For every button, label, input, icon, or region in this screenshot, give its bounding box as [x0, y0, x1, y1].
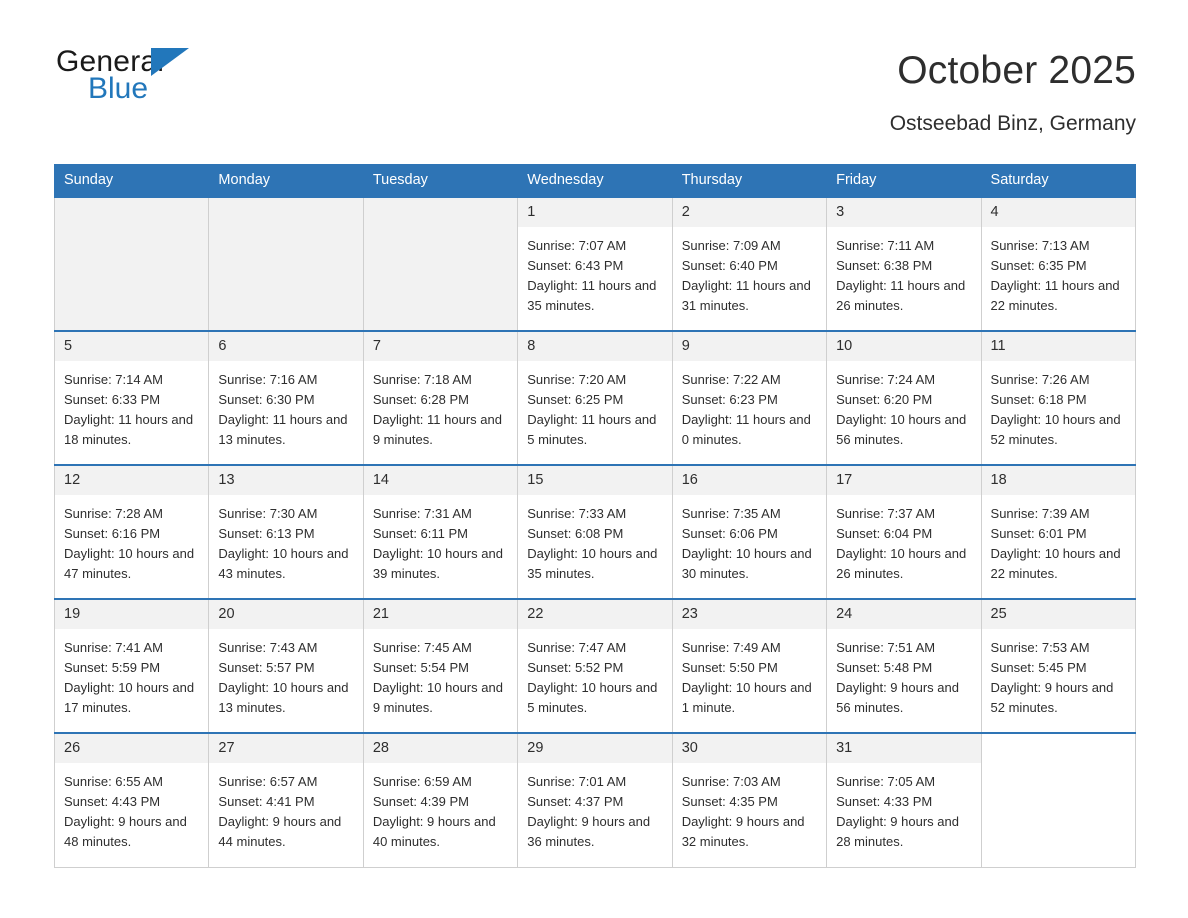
sunset-text: Sunset: 4:41 PM — [218, 794, 315, 809]
sunrise-text: Sunrise: 7:05 AM — [836, 774, 936, 789]
calendar-cell-day-11 — [981, 331, 1135, 465]
sunset-text: Sunset: 6:11 PM — [372, 526, 468, 541]
sunrise-text: Sunrise: 7:43 AM — [218, 640, 318, 655]
day-number: 15 — [518, 466, 671, 495]
calendar-cell-day-1 — [518, 197, 672, 331]
sunset-text: Sunset: 5:45 PM — [990, 660, 1087, 675]
daylight-text: Daylight: 11 hours and 0 minutes. — [681, 412, 811, 447]
calendar-week-row — [55, 733, 1136, 867]
sunset-text: Sunset: 6:08 PM — [527, 526, 624, 541]
day-number: 14 — [364, 466, 517, 495]
day-number: 9 — [673, 332, 826, 361]
sunset-text: Sunset: 6:28 PM — [372, 392, 469, 407]
day-sun-info — [209, 629, 362, 718]
sunrise-text: Sunrise: 7:39 AM — [990, 506, 1090, 521]
day-sun-info — [982, 495, 1135, 584]
sunrise-text: Sunrise: 7:03 AM — [681, 774, 781, 789]
day-number-placeholder — [209, 198, 362, 227]
sunset-text: Sunset: 5:50 PM — [681, 660, 778, 675]
daylight-text: Daylight: 11 hours and 9 minutes. — [372, 412, 502, 447]
sunrise-text: Sunrise: 6:59 AM — [372, 774, 472, 789]
day-number: 4 — [982, 198, 1135, 227]
sunset-text: Sunset: 6:35 PM — [990, 258, 1087, 273]
sunrise-text: Sunrise: 7:53 AM — [990, 640, 1090, 655]
weekday-header-wednesday: Wednesday — [518, 165, 672, 198]
logo-text-blue: Blue — [88, 72, 149, 105]
sunrise-text: Sunrise: 7:07 AM — [527, 238, 627, 253]
sunset-text: Sunset: 6:13 PM — [218, 526, 315, 541]
daylight-text: Daylight: 10 hours and 35 minutes. — [527, 546, 658, 581]
day-number: 8 — [518, 332, 671, 361]
sunrise-text: Sunrise: 7:26 AM — [990, 372, 1090, 387]
logo-text-general: General — [56, 45, 165, 78]
sunrise-text: Sunrise: 6:55 AM — [64, 774, 163, 789]
page-header — [0, 0, 1188, 136]
day-number: 5 — [55, 332, 208, 361]
weekday-header-tuesday: Tuesday — [363, 165, 517, 198]
day-number: 28 — [364, 734, 517, 763]
daylight-text: Daylight: 10 hours and 5 minutes. — [527, 680, 658, 715]
daylight-text: Daylight: 10 hours and 52 minutes. — [990, 412, 1121, 447]
day-sun-info — [827, 361, 980, 450]
calendar-cell-day-13 — [209, 465, 363, 599]
day-number: 1 — [518, 198, 671, 227]
location-subtitle: Ostseebad Binz, Germany — [889, 112, 1136, 135]
day-sun-info — [518, 763, 671, 852]
day-sun-info — [209, 763, 362, 852]
calendar-cell-day-21 — [363, 599, 517, 733]
sunrise-text: Sunrise: 7:37 AM — [836, 506, 936, 521]
daylight-text: Daylight: 9 hours and 32 minutes. — [681, 814, 805, 849]
day-sun-info — [55, 629, 208, 718]
title-block — [890, 46, 1136, 136]
day-sun-info — [673, 495, 826, 584]
calendar-cell-day-15 — [518, 465, 672, 599]
calendar-cell-empty — [209, 197, 363, 331]
sunrise-text: Sunrise: 7:13 AM — [990, 238, 1090, 253]
day-number: 25 — [982, 600, 1135, 629]
daylight-text: Daylight: 10 hours and 56 minutes. — [836, 412, 967, 447]
day-sun-info — [673, 763, 826, 852]
day-number: 19 — [55, 600, 208, 629]
sunset-text: Sunset: 5:59 PM — [64, 660, 161, 675]
sunset-text: Sunset: 6:23 PM — [681, 392, 778, 407]
sunrise-text: Sunrise: 7:14 AM — [64, 372, 163, 387]
day-number-placeholder — [55, 198, 208, 227]
calendar-cell-day-29 — [518, 733, 672, 867]
daylight-text: Daylight: 10 hours and 47 minutes. — [64, 546, 195, 581]
calendar-cell-empty — [363, 197, 517, 331]
day-sun-info — [673, 629, 826, 718]
day-sun-info — [982, 629, 1135, 718]
sunset-text: Sunset: 5:54 PM — [372, 660, 469, 675]
day-sun-info — [518, 227, 671, 316]
calendar-cell-day-2 — [672, 197, 826, 331]
calendar-cell-day-12 — [55, 465, 209, 599]
calendar-cell-day-10 — [827, 331, 981, 465]
day-sun-info — [827, 227, 980, 316]
sunrise-text: Sunrise: 7:22 AM — [681, 372, 781, 387]
day-number: 22 — [518, 600, 671, 629]
calendar-cell-day-5 — [55, 331, 209, 465]
calendar-cell-day-4 — [981, 197, 1135, 331]
weekday-header-row — [55, 165, 1136, 198]
day-number: 29 — [518, 734, 671, 763]
daylight-text: Daylight: 10 hours and 39 minutes. — [372, 546, 503, 581]
sunset-text: Sunset: 6:20 PM — [836, 392, 933, 407]
daylight-text: Daylight: 11 hours and 31 minutes. — [681, 278, 811, 313]
daylight-text: Daylight: 11 hours and 22 minutes. — [990, 278, 1120, 313]
calendar-cell-day-19 — [55, 599, 209, 733]
sunset-text: Sunset: 5:57 PM — [218, 660, 315, 675]
sunrise-text: Sunrise: 7:09 AM — [681, 238, 781, 253]
sunset-text: Sunset: 6:33 PM — [64, 392, 161, 407]
day-number: 26 — [55, 734, 208, 763]
day-number: 27 — [209, 734, 362, 763]
sunset-text: Sunset: 4:39 PM — [372, 794, 469, 809]
sunset-text: Sunset: 6:30 PM — [218, 392, 315, 407]
weekday-header-friday: Friday — [827, 165, 981, 198]
sunrise-text: Sunrise: 7:41 AM — [64, 640, 163, 655]
sunset-text: Sunset: 6:38 PM — [836, 258, 933, 273]
calendar-cell-day-28 — [363, 733, 517, 867]
calendar-cell-day-20 — [209, 599, 363, 733]
sunrise-text: Sunrise: 7:01 AM — [527, 774, 627, 789]
day-sun-info — [55, 361, 208, 450]
sunrise-text: Sunrise: 7:20 AM — [527, 372, 627, 387]
day-sun-info — [827, 495, 980, 584]
sunset-text: Sunset: 6:40 PM — [681, 258, 778, 273]
calendar-week-row — [55, 197, 1136, 331]
weekday-header-sunday: Sunday — [55, 165, 209, 198]
sunset-text: Sunset: 4:43 PM — [64, 794, 161, 809]
page-title: October 2025 — [897, 49, 1136, 92]
daylight-text: Daylight: 11 hours and 5 minutes. — [527, 412, 657, 447]
day-number-placeholder — [364, 198, 517, 227]
day-sun-info — [982, 227, 1135, 316]
daylight-text: Daylight: 11 hours and 18 minutes. — [64, 412, 194, 447]
calendar-cell-day-7 — [363, 331, 517, 465]
calendar-week-row — [55, 465, 1136, 599]
sunrise-text: Sunrise: 7:31 AM — [372, 506, 472, 521]
day-sun-info — [364, 629, 517, 718]
day-sun-info — [209, 361, 362, 450]
day-sun-info — [364, 361, 517, 450]
day-number: 30 — [673, 734, 826, 763]
day-number: 10 — [827, 332, 980, 361]
daylight-text: Daylight: 9 hours and 40 minutes. — [372, 814, 496, 849]
daylight-text: Daylight: 10 hours and 13 minutes. — [218, 680, 349, 715]
sunset-text: Sunset: 5:52 PM — [527, 660, 624, 675]
day-sun-info — [827, 629, 980, 718]
daylight-text: Daylight: 10 hours and 9 minutes. — [372, 680, 503, 715]
daylight-text: Daylight: 10 hours and 22 minutes. — [990, 546, 1121, 581]
day-sun-info — [673, 227, 826, 316]
day-number: 24 — [827, 600, 980, 629]
daylight-text: Daylight: 9 hours and 44 minutes. — [218, 814, 342, 849]
day-number: 21 — [364, 600, 517, 629]
daylight-text: Daylight: 9 hours and 52 minutes. — [990, 680, 1114, 715]
sunrise-text: Sunrise: 7:28 AM — [64, 506, 163, 521]
calendar-cell-day-17 — [827, 465, 981, 599]
calendar-cell-day-6 — [209, 331, 363, 465]
day-sun-info — [982, 361, 1135, 450]
sunrise-text: Sunrise: 7:33 AM — [527, 506, 627, 521]
day-sun-info — [364, 763, 517, 852]
weekday-header-saturday: Saturday — [981, 165, 1135, 198]
daylight-text: Daylight: 11 hours and 26 minutes. — [836, 278, 966, 313]
calendar-cell-day-27 — [209, 733, 363, 867]
day-number: 7 — [364, 332, 517, 361]
calendar-body — [55, 197, 1136, 867]
calendar-cell-day-31 — [827, 733, 981, 867]
day-sun-info — [673, 361, 826, 450]
calendar-cell-day-30 — [672, 733, 826, 867]
daylight-text: Daylight: 9 hours and 48 minutes. — [64, 814, 187, 849]
day-number: 18 — [982, 466, 1135, 495]
calendar-week-row — [55, 331, 1136, 465]
calendar-cell-day-16 — [672, 465, 826, 599]
day-number: 13 — [209, 466, 362, 495]
daylight-text: Daylight: 10 hours and 26 minutes. — [836, 546, 967, 581]
day-number: 6 — [209, 332, 362, 361]
day-number: 17 — [827, 466, 980, 495]
day-number: 2 — [673, 198, 826, 227]
sunset-text: Sunset: 6:06 PM — [681, 526, 778, 541]
day-number: 20 — [209, 600, 362, 629]
day-sun-info — [55, 495, 208, 584]
daylight-text: Daylight: 10 hours and 17 minutes. — [64, 680, 195, 715]
sunset-text: Sunset: 4:37 PM — [527, 794, 624, 809]
day-sun-info — [55, 763, 208, 852]
sunset-text: Sunset: 6:18 PM — [990, 392, 1087, 407]
sunrise-text: Sunrise: 7:47 AM — [527, 640, 627, 655]
daylight-text: Daylight: 9 hours and 36 minutes. — [527, 814, 651, 849]
daylight-text: Daylight: 10 hours and 43 minutes. — [218, 546, 349, 581]
day-sun-info — [518, 495, 671, 584]
day-number: 31 — [827, 734, 980, 763]
day-sun-info — [518, 361, 671, 450]
daylight-text: Daylight: 10 hours and 1 minute. — [681, 680, 812, 715]
sunrise-text: Sunrise: 7:35 AM — [681, 506, 781, 521]
calendar-cell-day-26 — [55, 733, 209, 867]
day-number-placeholder — [982, 734, 1135, 763]
calendar-cell-day-23 — [672, 599, 826, 733]
calendar-cell-day-9 — [672, 331, 826, 465]
calendar-cell-day-18 — [981, 465, 1135, 599]
day-sun-info — [827, 763, 980, 852]
sunrise-text: Sunrise: 7:49 AM — [681, 640, 781, 655]
calendar-cell-day-24 — [827, 599, 981, 733]
sunrise-text: Sunrise: 7:24 AM — [836, 372, 936, 387]
sunrise-text: Sunrise: 7:45 AM — [372, 640, 472, 655]
daylight-text: Daylight: 11 hours and 35 minutes. — [527, 278, 657, 313]
flag-icon — [151, 48, 189, 76]
sunset-text: Sunset: 6:43 PM — [527, 258, 624, 273]
calendar-cell-day-8 — [518, 331, 672, 465]
calendar-cell-day-14 — [363, 465, 517, 599]
weekday-header-thursday: Thursday — [672, 165, 826, 198]
calendar-cell-day-22 — [518, 599, 672, 733]
sunset-text: Sunset: 4:35 PM — [681, 794, 778, 809]
sunset-text: Sunset: 4:33 PM — [836, 794, 933, 809]
day-number: 16 — [673, 466, 826, 495]
day-sun-info — [209, 495, 362, 584]
sunrise-text: Sunrise: 7:51 AM — [836, 640, 936, 655]
daylight-text: Daylight: 9 hours and 28 minutes. — [836, 814, 959, 849]
sunset-text: Sunset: 6:16 PM — [64, 526, 161, 541]
sunset-text: Sunset: 6:04 PM — [836, 526, 933, 541]
general-blue-logo — [56, 46, 206, 108]
sunrise-text: Sunrise: 6:57 AM — [218, 774, 318, 789]
daylight-text: Daylight: 11 hours and 13 minutes. — [218, 412, 348, 447]
day-sun-info — [518, 629, 671, 718]
day-number: 12 — [55, 466, 208, 495]
sunset-text: Sunset: 6:25 PM — [527, 392, 624, 407]
day-sun-info — [364, 495, 517, 584]
calendar-cell-empty — [981, 733, 1135, 867]
sunset-text: Sunset: 5:48 PM — [836, 660, 933, 675]
day-number: 23 — [673, 600, 826, 629]
day-number: 3 — [827, 198, 980, 227]
sunset-text: Sunset: 6:01 PM — [990, 526, 1087, 541]
daylight-text: Daylight: 9 hours and 56 minutes. — [836, 680, 959, 715]
calendar-cell-empty — [55, 197, 209, 331]
calendar-cell-day-3 — [827, 197, 981, 331]
weekday-header-monday: Monday — [209, 165, 363, 198]
sun-calendar-table — [54, 164, 1136, 868]
calendar-week-row — [55, 599, 1136, 733]
daylight-text: Daylight: 10 hours and 30 minutes. — [681, 546, 812, 581]
sunrise-text: Sunrise: 7:18 AM — [372, 372, 472, 387]
sunrise-text: Sunrise: 7:16 AM — [218, 372, 318, 387]
sunrise-text: Sunrise: 7:11 AM — [836, 238, 935, 253]
calendar-cell-day-25 — [981, 599, 1135, 733]
day-number: 11 — [982, 332, 1135, 361]
sunrise-text: Sunrise: 7:30 AM — [218, 506, 318, 521]
